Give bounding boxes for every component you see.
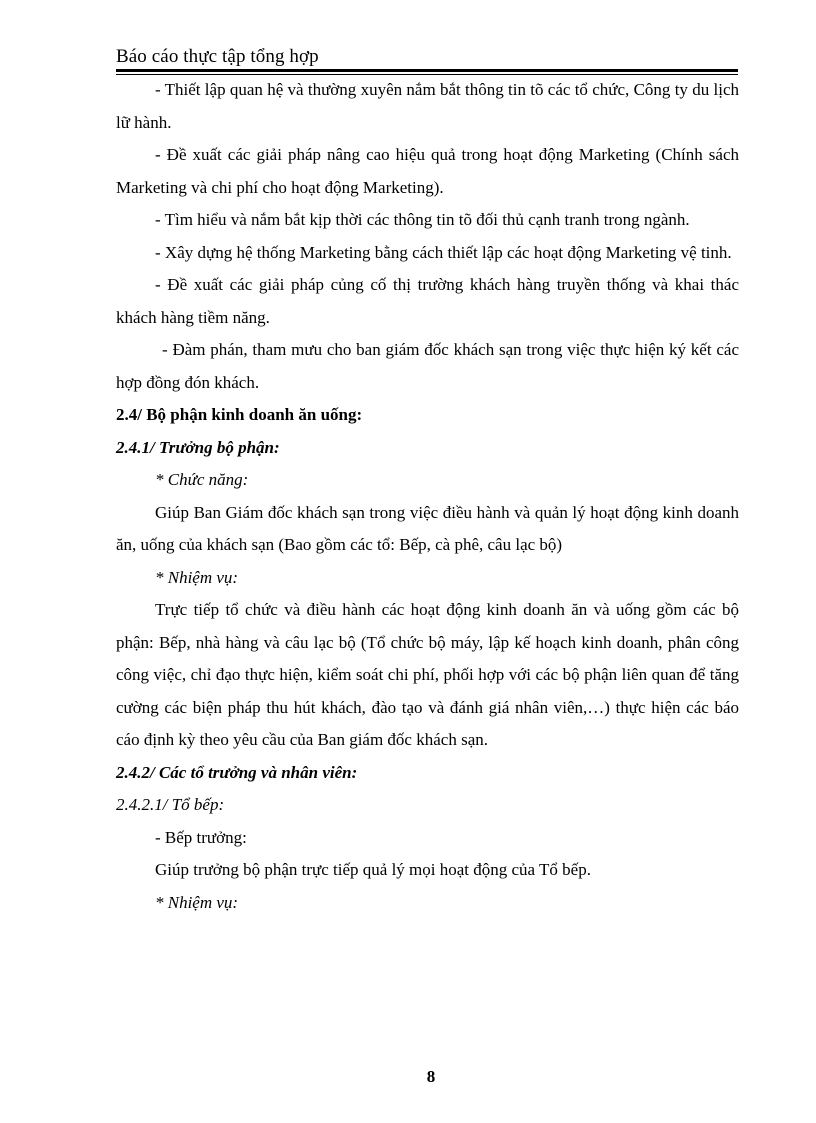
paragraph: Trực tiếp tổ chức và điều hành các hoạt động kinh doanh ăn và uống gồm các bộ phận: Bếp, nhà hàng và câu lạc bộ (Tổ chức bộ máy, lập kế hoạch kinh doanh, phân công công việc, chỉ đạo thực hiện, kiểm soát chi phí, phối hợp với các bộ phận liên quan để tăng cường các biện pháp thu hút khách, đào tạo và đánh giá nhân viên,…) thực hiện các báo cáo định kỳ theo yêu cầu của Ban giám đốc khách sạn. [116,600,739,749]
sub-subsection-heading: 2.4.2.1/ Tổ bếp: [116,795,225,814]
subsection-heading: 2.4.1/ Trưởng bộ phận: [116,437,280,457]
paragraph: - Tìm hiểu và nắm bắt kịp thời các thông tin tõ đối thủ cạnh tranh trong ngành. [155,210,690,229]
paragraph: - Xây dựng hệ thống Marketing bằng cách thiết lập các hoạt động Marketing vệ tinh. [155,242,732,262]
subsection-heading: 2.4.2/ Các tổ trưởng và nhân viên: [116,762,358,782]
label-duties: * Nhiệm vụ: [155,567,239,587]
header-rule-thick [116,69,738,72]
label-function: * Chức năng: [155,470,249,489]
paragraph: Giúp trưởng bộ phận trực tiếp quả lý mọi hoạt động của Tổ bếp. [155,860,591,879]
paragraph: - Đề xuất các giải pháp củng cố thị trường khách hàng truyền thống và khai thác khách hàng tiềm năng. [116,275,739,327]
paragraph: Giúp Ban Giám đốc khách sạn trong việc điều hành và quản lý hoạt động kinh doanh ăn, uống của khách sạn (Bao gồm các tổ: Bếp, cà phê, câu lạc bộ) [116,502,739,554]
paragraph: - Đề xuất các giải pháp nâng cao hiệu quả trong hoạt động Marketing (Chính sách Marketing và chi phí cho hoạt động Marketing). [116,145,739,197]
page-number: 8 [426,1067,436,1086]
page-header-title: Báo cáo thực tập tổng hợp [116,46,319,67]
section-heading: 2.4/ Bộ phận kinh doanh ăn uống: [116,405,363,424]
paragraph: - Đàm phán, tham mưu cho ban giám đốc khách sạn trong việc thực hiện ký kết các hợp đồng đón khách. [116,340,739,392]
document-body [116,74,739,919]
paragraph: - Bếp trưởng: [155,827,247,847]
paragraph: - Thiết lập quan hệ và thường xuyên nắm bắt thông tin tõ các tổ chức, Công ty du lịch lữ hành. [116,80,739,132]
label-duties: * Nhiệm vụ: [155,892,239,912]
